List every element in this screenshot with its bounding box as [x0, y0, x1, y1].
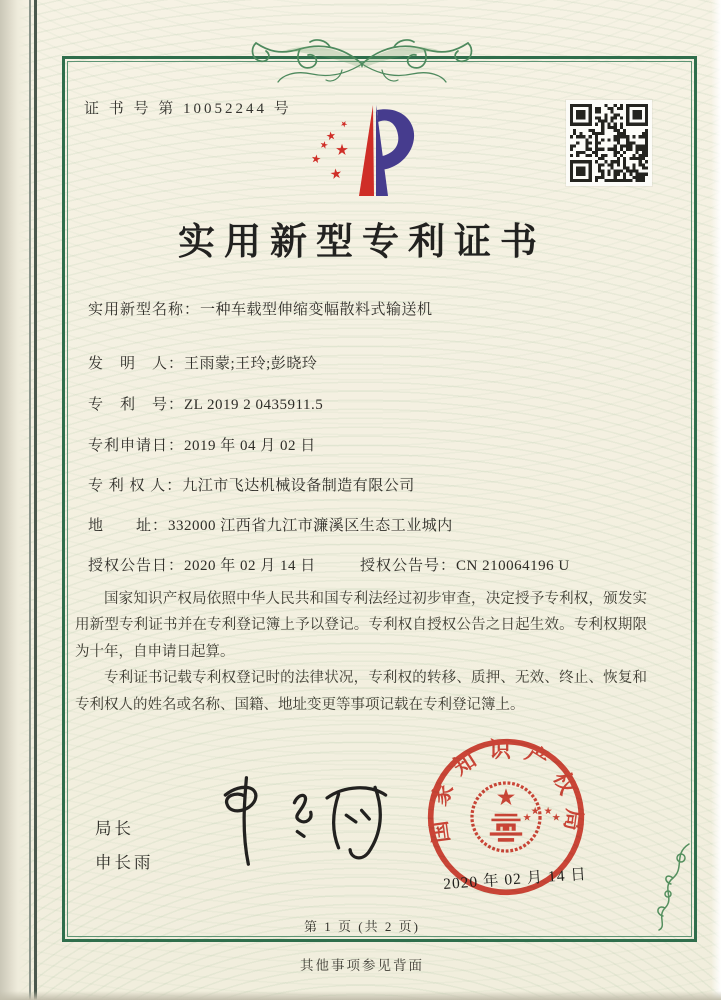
body-paragraph-1: 国家知识产权局依照中华人民共和国专利法经过初步审查，决定授予专利权，颁发实用新型专利证书并在专利登记簿上予以登记。专利权自授权公告之日起生效。专利权期限为十年，自申请日起算。: [75, 591, 647, 660]
body-paragraph-2: 专利证书记载专利权登记时的法律状况，专利权的转移、质押、无效、终止、恢复和专利权人的姓名或名称、国籍、地址变更等事项记载在专利登记簿上。: [75, 670, 647, 713]
page-bottom-shadow: [0, 991, 721, 1000]
certificate-number: 证 书 号 第 10052244 号: [84, 101, 292, 117]
field-row-patent-no: [88, 393, 323, 414]
field-value: 332000 江西省九江市濂溪区生态工业城内: [168, 518, 453, 534]
field-row-inventors: [88, 352, 317, 373]
field-label: 专 利 权 人：: [88, 478, 183, 494]
certificate-body: [75, 586, 647, 718]
commissioner-name: 申长雨: [95, 853, 154, 872]
grant-no-value: CN 210064196 U: [456, 558, 570, 574]
spine-line-inner: [34, 0, 37, 1000]
flourish-center-leaf: [361, 62, 363, 68]
field-value: 九江市飞达机械设备制造有限公司: [182, 478, 415, 494]
certificate-title: 实用新型专利证书: [178, 222, 546, 263]
field-label: 专利申请日：: [88, 438, 185, 454]
back-side-note: 其他事项参见背面: [300, 958, 424, 973]
field-label: 发 明 人：: [88, 356, 185, 372]
field-value: 2019 年 04 月 02 日: [184, 438, 316, 454]
grant-no-label: 授权公告号：: [360, 558, 457, 574]
field-label: 专 利 号：: [88, 397, 185, 413]
field-value: 一种车载型伸缩变幅散料式输送机: [200, 302, 433, 318]
field-row-address: [88, 514, 453, 535]
field-row-filing-date: [88, 434, 316, 455]
page-right-edge: [711, 0, 721, 1000]
commissioner-block: [95, 812, 154, 880]
grant-date-value: 2020 年 02 月 14 日: [184, 558, 316, 574]
field-row-grant: [88, 554, 570, 575]
seal-arc-text: 国家知识产权局: [425, 737, 587, 845]
field-label: 实用新型名称：: [88, 302, 201, 318]
qr-code: [566, 100, 652, 186]
page-left-shadow: [0, 0, 30, 1000]
ornamental-flourish-icon: [240, 38, 484, 86]
seal-date: 2020 年 02 月 14 日: [442, 865, 588, 893]
spine-line-outer: [29, 0, 31, 1000]
signature-handwriting-icon: [185, 772, 400, 868]
field-row-patent-name: [88, 298, 433, 319]
page-footer: 第 1 页 (共 2 页): [304, 919, 420, 934]
commissioner-title: 局长: [95, 819, 134, 838]
field-value: 王雨蒙;王玲;彭晓玲: [184, 356, 318, 372]
field-label: 地 址：: [88, 518, 169, 534]
grant-date-label: 授权公告日：: [88, 558, 185, 574]
field-value: ZL 2019 2 0435911.5: [184, 397, 324, 413]
field-row-patentee: [88, 474, 415, 495]
cnipa-logo-icon: [300, 95, 430, 205]
